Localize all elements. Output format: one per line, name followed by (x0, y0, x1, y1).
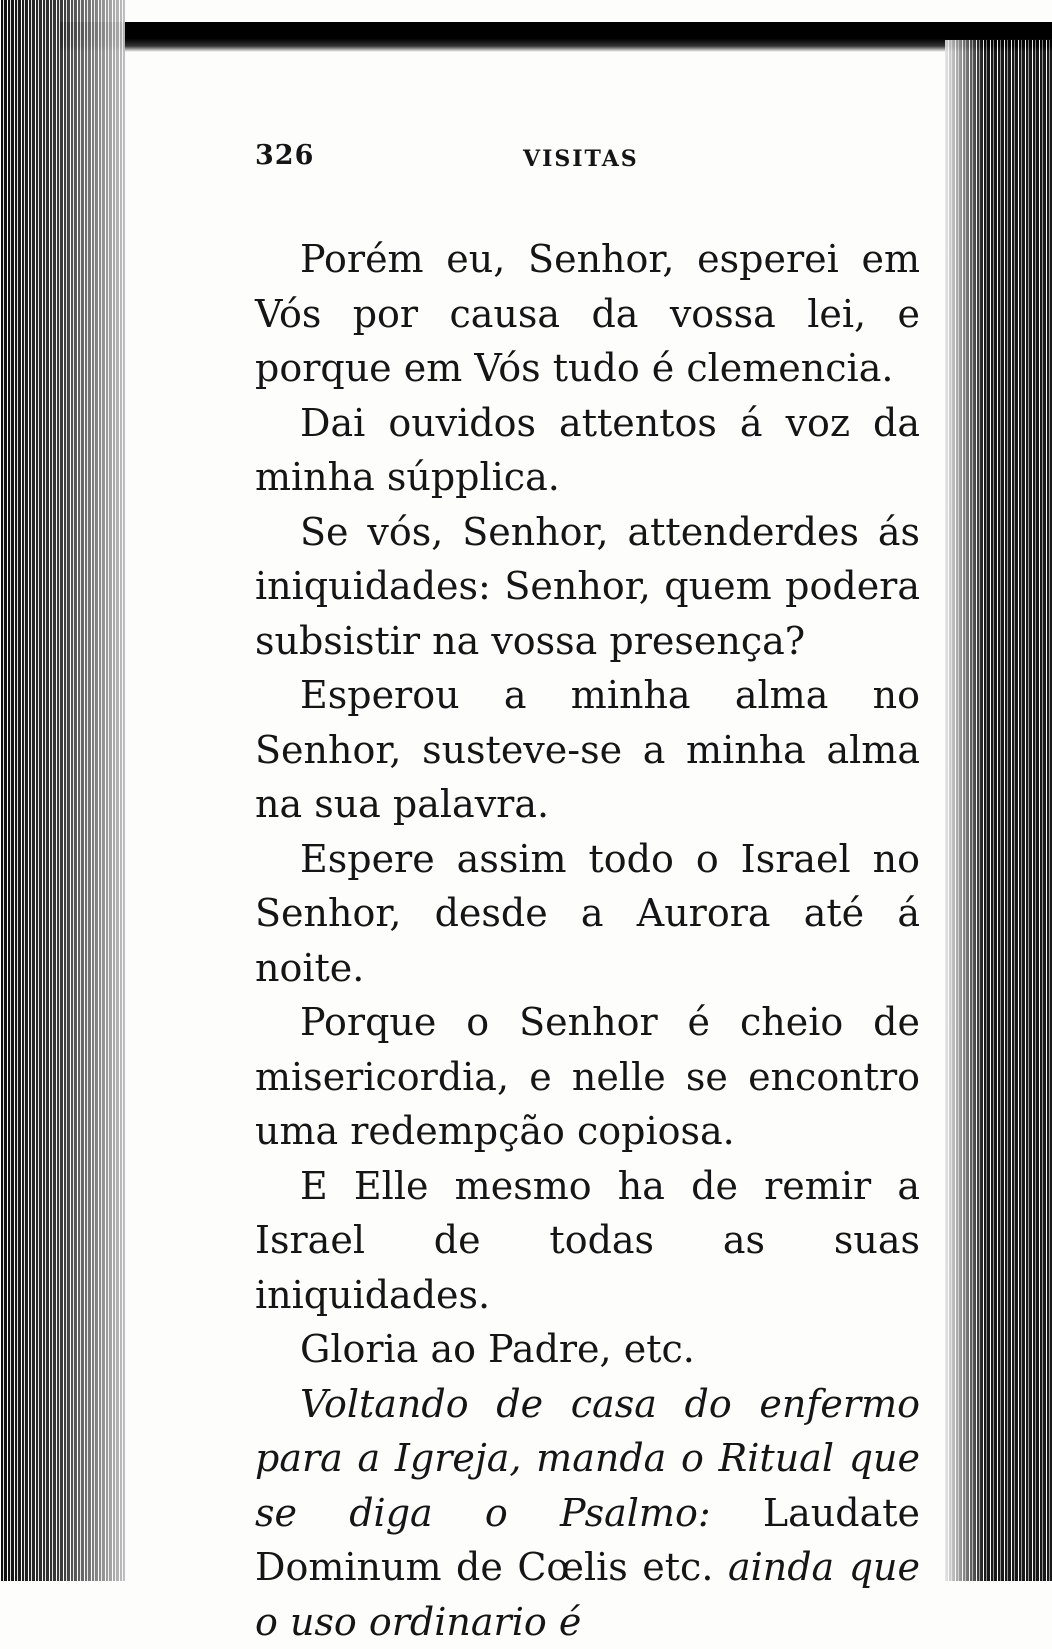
rubric-text: Voltando de casa do enfermo para a Igreja, manda o Ritual que se diga o Psalmo: (255, 1382, 920, 1535)
paragraph: Esperou a minha alma no Senhor, susteve-se a minha alma na sua palavra. (255, 668, 920, 832)
text-block (255, 232, 920, 1649)
paragraph: Se vós, Senhor, attenderdes ás iniquidades: Senhor, quem podera subsistir na vossa presença? (255, 505, 920, 669)
latin-incipit: Laudate Dominum de Cœlis etc. (255, 1491, 920, 1590)
running-head: VISITAS (523, 146, 639, 172)
paragraph: Dai ouvidos attentos á voz da minha súpplica. (255, 396, 920, 505)
paragraph: Gloria ao Padre, etc. (255, 1322, 920, 1377)
paragraph: E Elle mesmo ha de remir a Israel de todas as suas iniquidades. (255, 1159, 920, 1323)
paragraph: Porque o Senhor é cheio de misericordia, e nelle se encontro uma redempção copiosa. (255, 995, 920, 1159)
book-top-edge (60, 22, 1052, 52)
rubric-paragraph (255, 1377, 920, 1649)
paragraph: Espere assim todo o Israel no Senhor, desde a Aurora até á noite. (255, 832, 920, 996)
page-number: 326 (255, 140, 314, 171)
rubric-text: ainda que o uso ordinario é (255, 1545, 920, 1644)
paragraph: Porém eu, Senhor, esperei em Vós por causa da vossa lei, e porque em Vós tudo é clemencia. (255, 232, 920, 396)
book-fore-edge (945, 40, 1052, 1581)
book-page (255, 140, 920, 1649)
book-spine-shadow (0, 0, 125, 1581)
page-header (255, 140, 920, 190)
